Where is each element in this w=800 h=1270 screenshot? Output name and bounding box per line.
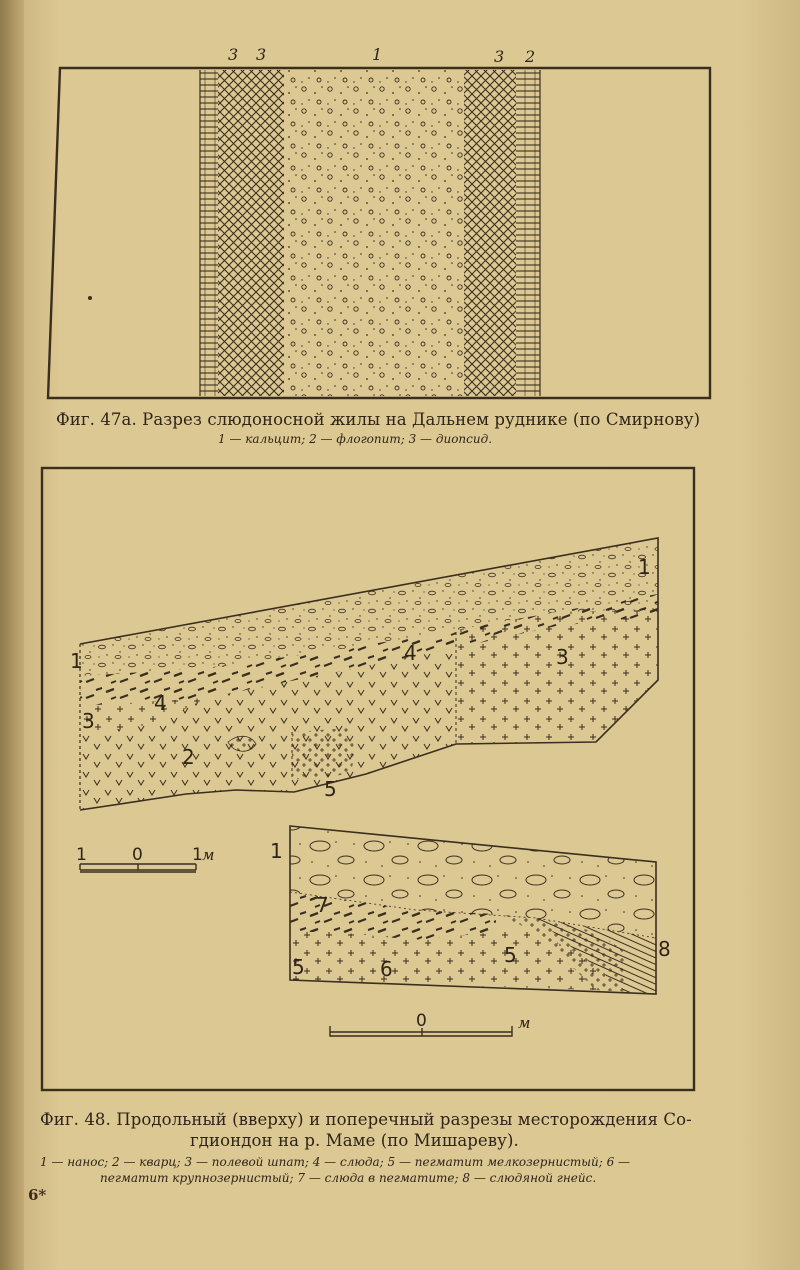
book-spine-shadow [0, 0, 24, 1270]
lower-scale-unit: м [518, 1014, 531, 1032]
upper-scale-bar [76, 845, 214, 872]
figure-48-caption-line2: гдиондон на р. Маме (по Мишареву). [190, 1131, 519, 1150]
figure-48-diagram [36, 462, 700, 1094]
figure-47a-diagram [40, 40, 730, 420]
figure-48-caption-line1: Фиг. 48. Продольный (вверху) и поперечный разрезы месторождения Со- [40, 1110, 692, 1129]
upper-label-4-left: 4 [154, 691, 167, 715]
lower-section [270, 826, 671, 994]
label-47a-3a: 3 [228, 45, 239, 64]
upper-label-3-right: 3 [556, 645, 569, 669]
label-47a-1: 1 [372, 45, 383, 64]
lower-scale-bar [330, 1011, 530, 1036]
label-47a-3c: 3 [494, 47, 505, 66]
label-47a-2: 2 [525, 47, 536, 66]
diopside-zone-left [218, 70, 284, 396]
diopside-zone-right [464, 70, 516, 396]
upper-label-1-left: 1 [70, 649, 83, 673]
lower-scale-mid: 0 [416, 1011, 427, 1031]
lower-label-6: 6 [380, 957, 393, 981]
lower-label-1: 1 [270, 839, 283, 863]
phlogopite-zone-left [200, 70, 218, 396]
upper-label-3-left: 3 [82, 709, 95, 733]
label-47a-3b: 3 [256, 45, 267, 64]
figure-47a-caption: Фиг. 47а. Разрез слюдоносной жилы на Дальнем руднике (по Смирнову) [56, 410, 701, 429]
upper-label-5: 5 [324, 777, 337, 801]
figure-48-legend-line1: 1 — нанос; 2 — кварц; 3 — полевой шпат; 4 — слюда; 5 — пегматит мелкозернистый; 6 — [40, 1155, 631, 1169]
upper-scale-right: 1 [192, 845, 203, 865]
upper-fine-pegmatite [292, 728, 356, 780]
lower-label-8: 8 [658, 937, 671, 961]
page-number: 6* [28, 1186, 47, 1204]
upper-section [70, 538, 658, 810]
upper-label-2: 2 [182, 745, 195, 769]
upper-scale-unit: м [202, 846, 215, 864]
lower-label-5-right: 5 [504, 943, 517, 967]
phlogopite-zone-right [516, 70, 540, 396]
lower-label-7: 7 [316, 893, 329, 917]
upper-scale-left: 1 [76, 845, 87, 865]
lower-label-5-left: 5 [292, 955, 305, 979]
upper-scale-mid: 0 [132, 845, 143, 865]
upper-label-1-right: 1 [638, 555, 651, 579]
figure-48-legend-line2: пегматит крупнозернистый; 7 — слюда в пегматите; 8 — слюдяной гнейс. [100, 1171, 597, 1185]
figure-47a-legend: 1 — кальцит; 2 — флогопит; 3 — диопсид. [218, 432, 493, 446]
calcite-core [284, 70, 464, 396]
upper-label-4-right: 4 [404, 641, 417, 665]
